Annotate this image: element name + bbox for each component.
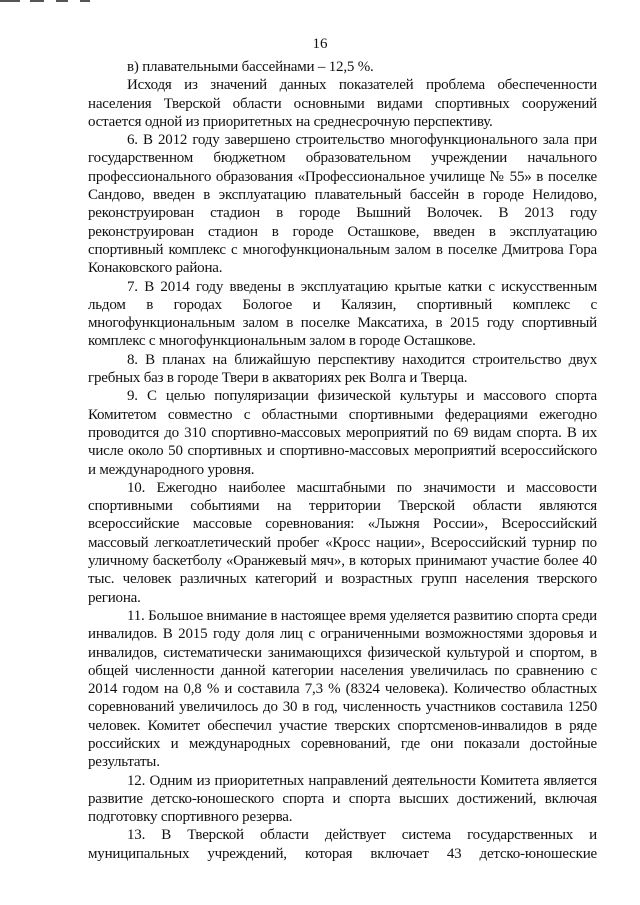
paragraph-conclusion: Исходя из значений данных показателей проблема обеспеченности населения Тверской области основными видами спортивных сооружений остается одной из приоритетных на среднесрочную перспективу.: [88, 77, 597, 130]
paragraph-9: 9. С целью популяризации физической культуры и массового спорта Комитетом совместно с областными спортивными федерациями ежегодно проводится до 310 спортивно-массовых мероприятий по 69 видам спорта. В их числе около 50 спортивных и спортивно-массовых мероприятий всероссийского и международного уровня.: [88, 388, 597, 478]
paragraph-8: 8. В планах на ближайшую перспективу находится строительство двух гребных баз в городе Твери в акваториях рек Волга и Тверца.: [88, 351, 597, 387]
paragraph-13: 13. В Тверской области действует система государственных и муниципальных учреждений, которая включает 43 детско-юношеские: [88, 827, 597, 862]
paragraph-6: 6. В 2012 году завершено строительство многофункционального зала при государственном бюджетном образовательном учреждении начального профессионального образования «Профессиональное училище № 55» в поселке Сандово, введен в эксплуатацию плавательный бассейн в городе Нелидово, реконструирован стадион в городе Вышний Волочек. В 2013 году реконструирован стадион в городе Осташкове, введен в эксплуатацию спортивный комплекс с многофункциональным залом в поселке Дмитрова Гора Конаковского района.: [88, 132, 597, 277]
scan-edge-mark: [0, 0, 20, 2]
scan-edge-mark: [56, 0, 68, 2]
page-number: 16: [312, 36, 328, 52]
document-body: [88, 58, 597, 863]
paragraph-12: 12. Одним из приоритетных направлений деятельности Комитета является развитие детско-юношеского спорта и спорта высших достижений, включая подготовку спортивного резерва.: [88, 772, 597, 826]
paragraph-10: 10. Ежегодно наиболее масштабными по значимости и массовости спортивными событиями на территории Тверской области являются всероссийские массовые соревнования: «Лыжня России», Всероссийский массовый легкоатлетический пробег «Кросс нации», Всероссийский турнир по уличному баскетболу «Оранжевый мяч», в которых принимают участие более 40 тыс. человек различных категорий и возрастных групп населения тверского региона.: [88, 479, 597, 606]
scan-edge-mark: [30, 0, 44, 2]
paragraph-11: 11. Большое внимание в настоящее время уделяется развитию спорта среди инвалидов. В 2015 году доля лиц с ограниченными возможностями здоровья и инвалидов, систематически занимающихся физической культурой и спортом, в общей численности данной категории населения увеличилась по сравнению с 2014 годом на 0,8 % и составила 7,3 % (8324 человека). Количество областных соревнований увеличилось до 30 в год, численность участников составила 1250 человек. Комитет обеспечил участие тверских спортсменов-инвалидов в ряде российских и международных соревнований, где они показали достойные результаты.: [88, 607, 597, 771]
scan-edge-mark: [80, 0, 90, 2]
paragraph-list-item-c: в) плавательными бассейнами – 12,5 %.: [127, 59, 374, 75]
paragraph-7: 7. В 2014 году введены в эксплуатацию крытые катки с искусственным льдом в городах Бологое и Калязин, спортивный комплекс с многофункциональным залом в поселке Максатиха, в 2015 году спортивный комплекс с многофункциональным залом в городе Осташкове.: [88, 278, 597, 350]
